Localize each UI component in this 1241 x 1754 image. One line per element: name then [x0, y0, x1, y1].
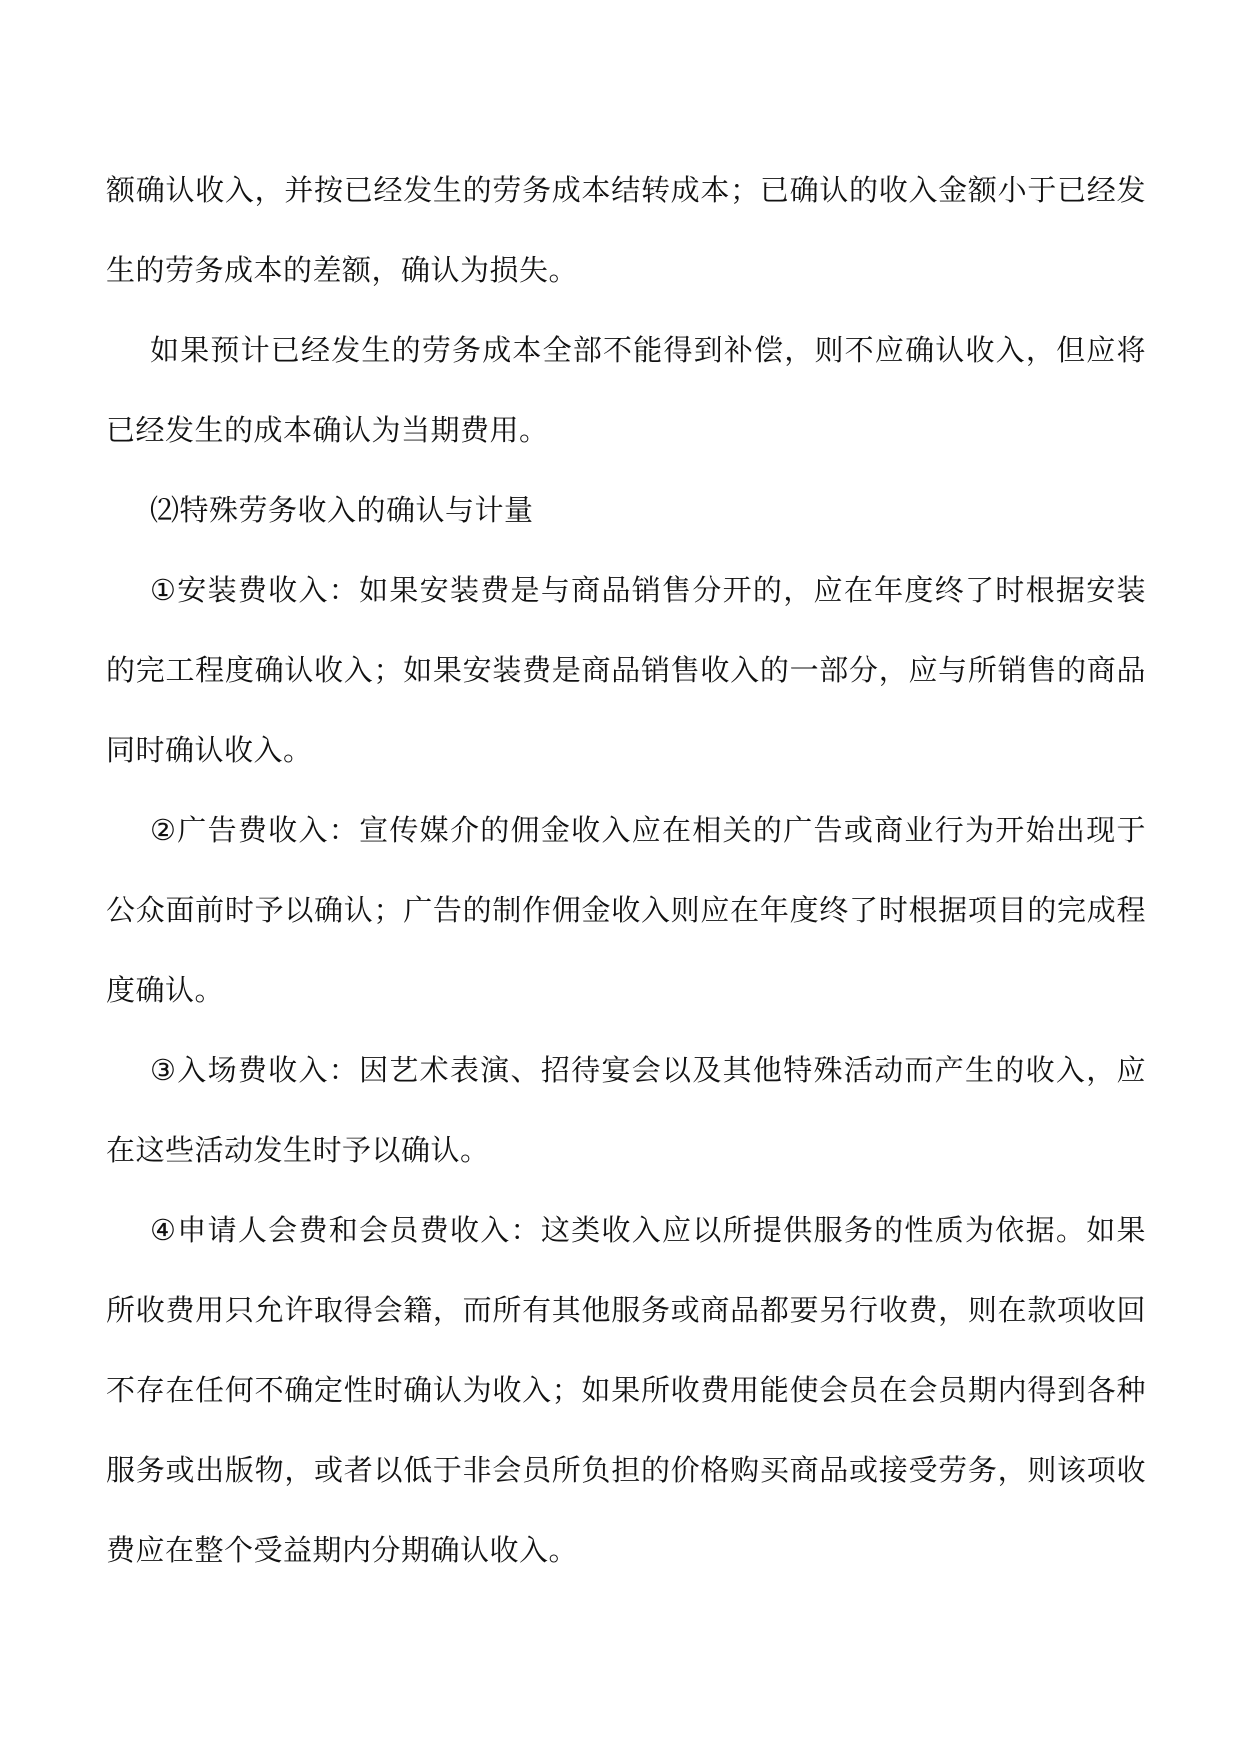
- paragraph-1: 额确认收入，并按已经发生的劳务成本结转成本；已确认的收入金额小于已经发生的劳务成本的差额，确认为损失。: [106, 173, 1146, 287]
- document-body: [106, 150, 1146, 1590]
- paragraph-2: 如果预计已经发生的劳务成本全部不能得到补偿，则不应确认收入，但应将已经发生的成本确认为当期费用。: [106, 333, 1146, 447]
- paragraph-membership-fee: ④申请人会费和会员费收入：这类收入应以所提供服务的性质为依据。如果所收费用只允许取得会籍，而所有其他服务或商品都要另行收费，则在款项收回不存在任何不确定性时确认为收入；如果所收费用能使会员在会员期内得到各种服务或出版物，或者以低于非会员所负担的价格购买商品或接受劳务，则该项收费应在整个受益期内分期确认收入。: [106, 1213, 1146, 1567]
- paragraph-advertising-fee: ②广告费收入：宣传媒介的佣金收入应在相关的广告或商业行为开始出现于公众面前时予以确认；广告的制作佣金收入则应在年度终了时根据项目的完成程度确认。: [106, 813, 1146, 1007]
- paragraph-installation-fee: ①安装费收入：如果安装费是与商品销售分开的，应在年度终了时根据安装的完工程度确认收入；如果安装费是商品销售收入的一部分，应与所销售的商品同时确认收入。: [106, 573, 1146, 767]
- paragraph-admission-fee: ③入场费收入：因艺术表演、招待宴会以及其他特殊活动而产生的收入，应在这些活动发生时予以确认。: [106, 1053, 1146, 1167]
- section-heading: ⑵特殊劳务收入的确认与计量: [150, 493, 534, 527]
